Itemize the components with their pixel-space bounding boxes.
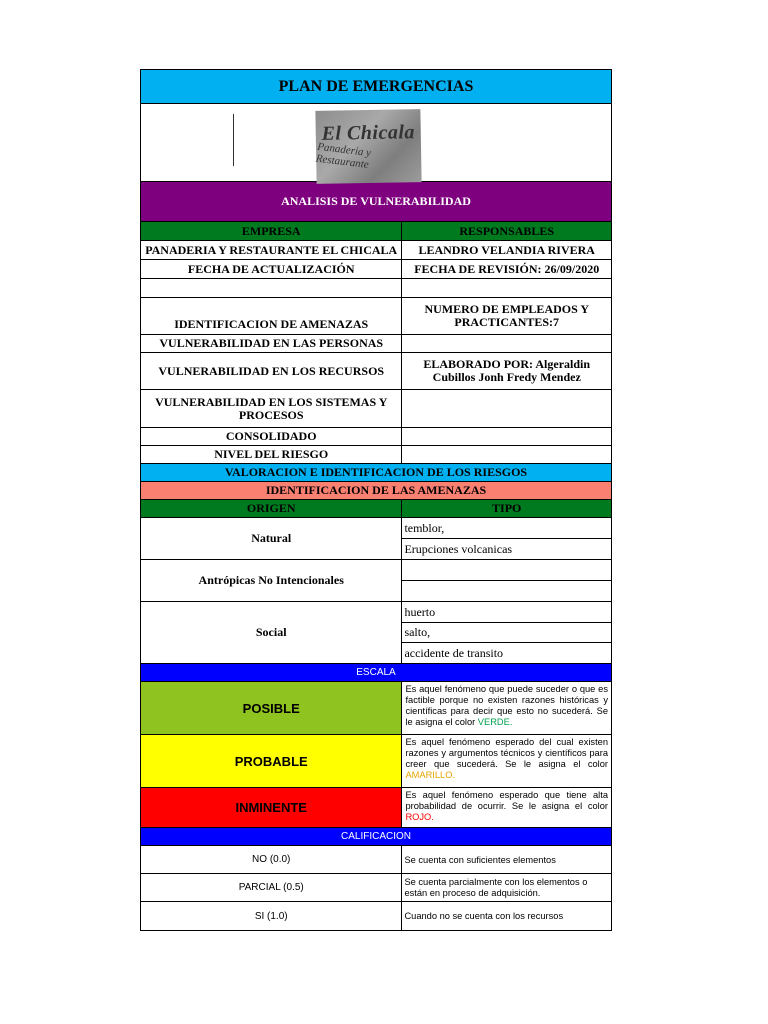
- origen-group-antropicas: [141, 560, 611, 602]
- logo-title: El Chicala: [321, 121, 416, 145]
- calificacion-parcial: PARCIAL (0.5): [141, 874, 402, 901]
- vuln-personas-row: [141, 335, 611, 353]
- empty-cell: [402, 428, 611, 445]
- color-word-verde: VERDE.: [477, 717, 513, 727]
- empty-row: [141, 279, 611, 298]
- tipo-item: huerto: [402, 602, 611, 623]
- escala-inminente: INMINENTE: [141, 788, 402, 827]
- vuln-sistemas: VULNERABILIDAD EN LOS SISTEMAS Y PROCESOS: [141, 390, 402, 427]
- origen-group-natural: [141, 518, 611, 560]
- empresa-value: PANADERIA Y RESTAURANTE EL CHICALA: [141, 241, 402, 259]
- calificacion-no-row: [141, 846, 611, 874]
- calificacion-no-desc: Se cuenta con suficientes elementos: [404, 854, 556, 865]
- identificacion-title: IDENTIFICACION DE LAS AMENAZAS: [141, 482, 611, 499]
- logo-row: [141, 104, 611, 182]
- escala-probable: PROBABLE: [141, 735, 402, 787]
- vuln-sistemas-row: [141, 390, 611, 428]
- nivel-riesgo-row: [141, 446, 611, 464]
- numero-empleados: NUMERO DE EMPLEADOS Y PRACTICANTES:7: [424, 302, 589, 329]
- title-row: [141, 70, 611, 104]
- tipo-item: temblor,: [402, 518, 611, 539]
- responsables-value: LEANDRO VELANDIA RIVERA: [418, 242, 595, 257]
- tipo-item: salto,: [402, 623, 611, 643]
- escala-row: [141, 664, 611, 682]
- tipo-item: Erupciones volcanicas: [404, 541, 513, 556]
- consolidado: CONSOLIDADO: [141, 428, 402, 445]
- company-logo: [315, 109, 421, 184]
- page-title: PLAN DE EMERGENCIAS: [141, 70, 611, 103]
- logo-subtitle: Panaderia y Restaurante: [315, 140, 372, 171]
- elaborado-por: ELABORADO POR: Algeraldin Cubillos Jonh Fredy Mendez: [423, 357, 591, 384]
- calificacion-title: CALIFICACION: [141, 828, 611, 845]
- escala-probable-row: [141, 735, 611, 788]
- calificacion-parcial-desc: Se cuenta parcialmente con los elementos o están en proceso de adquisición.: [404, 876, 588, 898]
- section-row: [141, 182, 611, 222]
- origen-group-social: [141, 602, 611, 664]
- vuln-recursos-row: [141, 353, 611, 390]
- empresa-label: EMPRESA: [141, 222, 402, 240]
- empty-cell: [402, 335, 611, 352]
- calificacion-no: NO (0.0): [141, 846, 402, 873]
- empty-cell: [141, 279, 402, 297]
- escala-posible-desc: Es aquel fenómeno que puede suceder o que es factible porque no existen razones históricas y científicas para decir que esto no sucederá. Se le asigna el color VERDE.: [405, 684, 608, 727]
- dates-row: [141, 260, 611, 279]
- responsables-label: RESPONSABLES: [402, 222, 611, 240]
- calificacion-si-desc: Cuando no se cuenta con los recursos: [404, 911, 564, 921]
- tipo-item: accidente de transito: [404, 645, 504, 660]
- section-title: ANALISIS DE VULNERABILIDAD: [141, 182, 611, 221]
- valoracion-row: [141, 464, 611, 482]
- tipo-label: TIPO: [402, 500, 611, 517]
- nivel-riesgo: NIVEL DEL RIESGO: [141, 446, 402, 463]
- calificacion-row: [141, 828, 611, 846]
- info-values-row: [141, 241, 611, 260]
- calificacion-parcial-row: [141, 874, 611, 902]
- amenazas-row: [141, 298, 611, 335]
- valoracion-title: VALORACION E IDENTIFICACION DE LOS RIESGOS: [141, 464, 611, 481]
- empty-cell: [402, 446, 611, 463]
- divider-line: [233, 114, 234, 166]
- empty-cell: [402, 279, 611, 297]
- identificacion-row: [141, 482, 611, 500]
- vuln-recursos: VULNERABILIDAD EN LOS RECURSOS: [141, 353, 402, 389]
- origen-tipo-header: [141, 500, 611, 518]
- origen-label: ORIGEN: [141, 500, 402, 517]
- color-word-rojo: ROJO.: [405, 812, 434, 822]
- origen-social: Social: [141, 602, 402, 663]
- calificacion-si: SI (1.0): [141, 902, 402, 930]
- origen-natural: Natural: [141, 518, 402, 559]
- escala-probable-desc: Es aquel fenómeno esperado del cual existen razones y argumentos técnicos y científicos para creer que sucederá. Se le asigna el color AMARILLO.: [405, 737, 608, 780]
- escala-title: ESCALA: [141, 664, 611, 681]
- fecha-actualizacion: FECHA DE ACTUALIZACIÓN: [141, 260, 402, 278]
- escala-posible: POSIBLE: [141, 682, 402, 734]
- color-word-amarillo: AMARILLO.: [405, 770, 456, 780]
- info-header-row: [141, 222, 611, 241]
- empty-cell: [402, 390, 611, 427]
- tipo-item: [402, 581, 611, 601]
- escala-posible-row: [141, 682, 611, 735]
- emergency-plan-sheet: [140, 69, 612, 931]
- identificacion-amenazas: IDENTIFICACION DE AMENAZAS: [141, 298, 402, 334]
- escala-inminente-desc: Es aquel fenómeno esperado que tiene alta probabilidad de ocurrir. Se le asigna el color ROJO.: [405, 790, 608, 822]
- consolidado-row: [141, 428, 611, 446]
- origen-antropicas: Antrópicas No Intencionales: [141, 560, 402, 601]
- calificacion-si-row: [141, 902, 611, 930]
- vuln-personas: VULNERABILIDAD EN LAS PERSONAS: [141, 335, 402, 352]
- tipo-item: [402, 560, 611, 581]
- fecha-revision: FECHA DE REVISIÓN: 26/09/2020: [414, 261, 600, 276]
- escala-inminente-row: [141, 788, 611, 828]
